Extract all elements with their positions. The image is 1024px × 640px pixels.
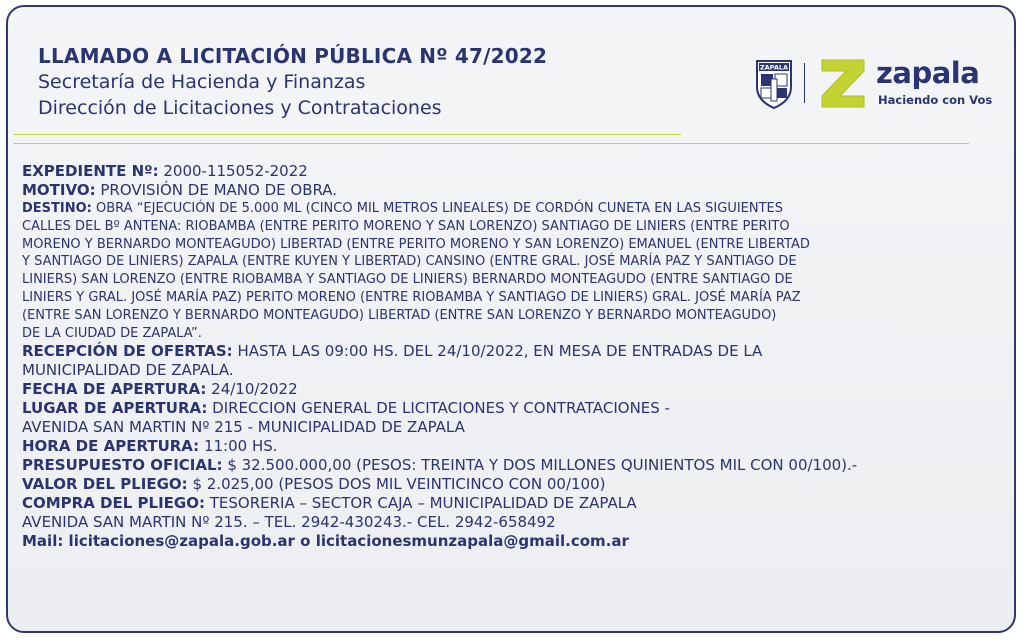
notice-body [22, 162, 1012, 551]
secretaria-subtitle: Secretaría de Hacienda y Finanzas [38, 71, 366, 93]
destino-line: LINIERS Y GRAL. JOSÉ MARÍA PAZ) PERITO MORENO (ENTRE RIOBAMBA Y SANTIAGO DE LINIERS) GRAL. JOSÉ MARÍA PAZ [22, 289, 801, 305]
valor-row [22, 475, 1012, 494]
destino-row [22, 200, 1012, 218]
lugar-value-cont: AVENIDA SAN MARTIN Nº 215 - MUNICIPALIDAD DE ZAPALA [22, 418, 465, 437]
header-divider-long [14, 143, 969, 144]
valor-label: VALOR DEL PLIEGO: [22, 475, 188, 494]
destino-line: DE LA CIUDAD DE ZAPALA”. [22, 325, 202, 341]
motivo-label: MOTIVO: [22, 181, 96, 199]
lugar-value: DIRECCION GENERAL DE LICITACIONES Y CONTRATACIONES - [207, 399, 670, 418]
direccion-subtitle: Dirección de Licitaciones y Contrataciones [38, 97, 442, 119]
compra-value-cont: AVENIDA SAN MARTIN Nº 215. – TEL. 2942-430243.- CEL. 2942-658492 [22, 513, 556, 532]
notice-card [6, 5, 1016, 633]
fecha-value: 24/10/2022 [206, 380, 298, 399]
brand-name: zapala [876, 56, 980, 90]
compra-value: TESORERIA – SECTOR CAJA – MUNICIPALIDAD DE ZAPALA [204, 494, 637, 513]
recepcion-value-cont: MUNICIPALIDAD DE ZAPALA. [22, 361, 234, 380]
fecha-label: FECHA DE APERTURA: [22, 380, 207, 399]
recepcion-row [22, 342, 1012, 361]
page-title: LLAMADO A LICITACIÓN PÚBLICA Nº 47/2022 [38, 44, 548, 68]
zapala-z-icon [818, 57, 868, 109]
expediente-row [22, 162, 1012, 181]
compra-row [22, 494, 1012, 513]
destino-label: DESTINO: [22, 201, 92, 216]
destino-line: LINIERS) SAN LORENZO (ENTRE RIOBAMBA Y SANTIAGO DE LINIERS) BERNARDO MONTEAGUDO (ENTRE SANTIAGO DE [22, 272, 793, 288]
presupuesto-value: $ 32.500.000,00 (PESOS: TREINTA Y DOS MILLONES QUINIENTOS MIL CON 00/100).- [222, 456, 858, 475]
recepcion-value: HASTA LAS 09:00 HS. DEL 24/10/2022, EN MESA DE ENTRADAS DE LA [232, 342, 763, 361]
destino-line: OBRA “EJECUCIÓN DE 5.000 ML (CINCO MIL METROS LINEALES) DE CORDÓN CUNETA EN LAS SIGUIENTES [91, 201, 784, 216]
municipal-shield-icon [754, 57, 794, 109]
expediente-label: EXPEDIENTE Nº: [22, 162, 159, 180]
compra-label: COMPRA DEL PLIEGO: [22, 494, 205, 513]
presupuesto-row [22, 456, 1012, 475]
header-divider-short [14, 134, 681, 135]
hora-value: 11:00 HS. [199, 437, 278, 456]
header [38, 43, 547, 121]
valor-value: $ 2.025,00 (PESOS DOS MIL VEINTICINCO CON 00/100) [187, 475, 606, 494]
expediente-value: 2000-115052-2022 [158, 162, 308, 180]
recepcion-label: RECEPCIÓN DE OFERTAS: [22, 342, 233, 361]
lugar-row [22, 399, 1012, 418]
fecha-row [22, 380, 1012, 399]
contact-email[interactable]: Mail: licitaciones@zapala.gob.ar o licitacionesmunzapala@gmail.com.ar [22, 532, 629, 551]
lugar-label: LUGAR DE APERTURA: [22, 399, 208, 418]
destino-line: MORENO Y BERNARDO MONTEAGUDO) LIBERTAD (ENTRE PERITO MORENO Y SAN LORENZO) EMANUEL (ENTRE LIBERTAD [22, 236, 810, 252]
presupuesto-label: PRESUPUESTO OFICIAL: [22, 456, 223, 475]
logo-group [754, 55, 994, 115]
hora-label: HORA DE APERTURA: [22, 437, 200, 456]
motivo-value: PROVISIÓN DE MANO DE OBRA. [95, 181, 338, 199]
svg-text:ZAPALA: ZAPALA [759, 63, 789, 72]
logo-divider [804, 63, 805, 103]
destino-line: (ENTRE SAN LORENZO Y BERNARDO MONTEAGUDO) LIBERTAD (ENTRE SAN LORENZO Y BERNARDO MONTEAGUDO) [22, 307, 777, 323]
brand-tagline: Haciendo con Vos [878, 93, 993, 107]
motivo-row [22, 181, 1012, 200]
destino-line: Y SANTIAGO DE LINIERS) ZAPALA (ENTRE KUYEN Y LIBERTAD) CANSINO (ENTRE GRAL. JOSÉ MARÍA PAZ Y SANTIAGO DE [22, 254, 797, 270]
hora-row [22, 437, 1012, 456]
destino-line: CALLES DEL Bº ANTENA: RIOBAMBA (ENTRE PERITO MORENO Y SAN LORENZO) SANTIAGO DE LINIERS (ENTRE PERITO [22, 218, 790, 234]
